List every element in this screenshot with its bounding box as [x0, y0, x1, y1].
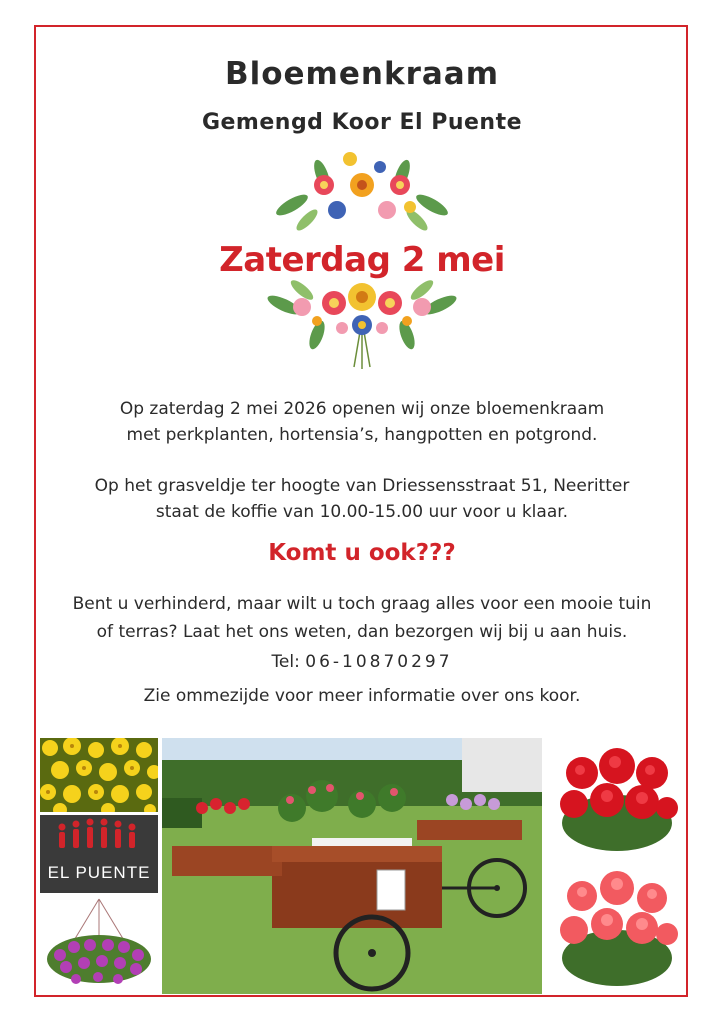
- intro-paragraph: [60, 396, 664, 448]
- delivery-line-2: of terras? Laat het ons weten, dan bezorgen wij bij u aan huis.: [96, 622, 628, 642]
- poster-title: Bloemenkraam: [224, 56, 500, 92]
- flower-cart-photo: [162, 738, 542, 994]
- delivery-paragraph: [60, 590, 664, 646]
- hanging-basket-photo: [40, 897, 158, 993]
- intro-line-2: met perkplanten, hortensia’s, hangpotten en potgrond.: [126, 425, 598, 445]
- phone-label: Tel:: [271, 652, 306, 672]
- poster-subtitle: Gemengd Koor El Puente: [201, 110, 523, 135]
- location-paragraph: [60, 473, 664, 525]
- more-info-line: Zie ommezijde voor meer informatie over ons koor.: [143, 686, 581, 706]
- phone-line: [0, 652, 724, 672]
- delivery-line-1: Bent u verhinderd, maar wilt u toch graag alles voor een mooie tuin: [72, 594, 652, 614]
- date-banner: Zaterdag 2 mei: [219, 240, 505, 280]
- salmon-geranium-photo: [552, 866, 682, 988]
- location-line-2: staat de koffie van 10.00-15.00 uur voor u klaar.: [155, 502, 569, 522]
- logo-text: EL PUENTE: [47, 863, 151, 882]
- call-to-action: Komt u ook???: [268, 540, 456, 566]
- el-puente-logo: [40, 815, 158, 893]
- red-geranium-photo: [552, 738, 682, 856]
- phone-number: 06-10870297: [305, 652, 453, 672]
- intro-line-1: Op zaterdag 2 mei 2026 openen wij onze bloemenkraam: [119, 399, 605, 419]
- yellow-flowers-photo: [40, 738, 158, 812]
- location-line-1: Op het grasveldje ter hoogte van Driessensstraat 51, Neeritter: [94, 476, 630, 496]
